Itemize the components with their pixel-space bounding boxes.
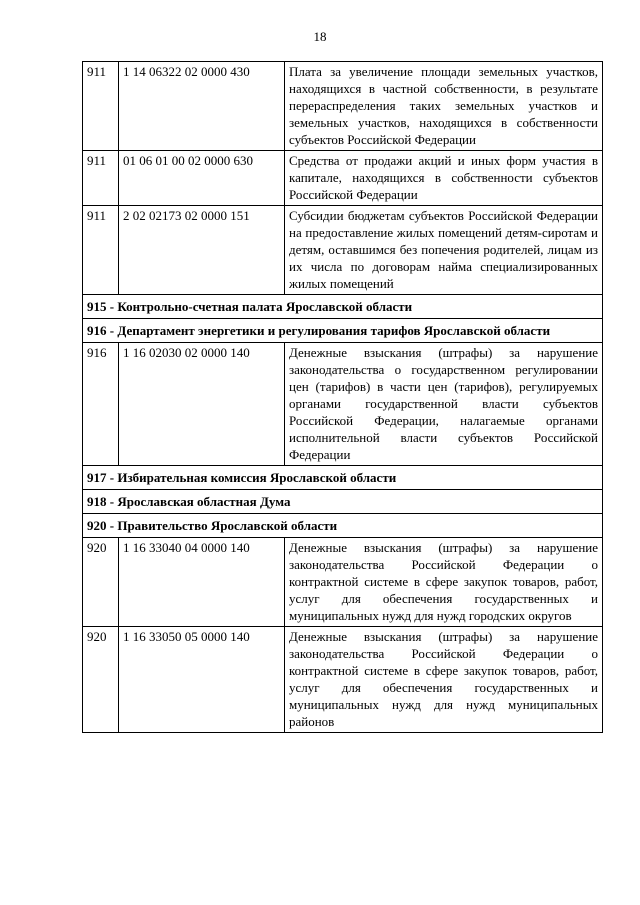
admin-code-cell: 920 xyxy=(83,538,119,627)
admin-code-cell: 916 xyxy=(83,343,119,466)
administrator-code: 915 xyxy=(87,299,107,314)
administrator-header-cell xyxy=(83,466,603,490)
budget-code-cell: 1 16 02030 02 0000 140 xyxy=(119,343,285,466)
header-separator: - xyxy=(106,470,118,485)
header-separator: - xyxy=(106,299,118,314)
admin-code-cell: 911 xyxy=(83,62,119,151)
administrator-header-cell xyxy=(83,514,603,538)
table-row xyxy=(83,151,603,206)
administrator-name: Департамент энергетики и регулирования тарифов Ярославской области xyxy=(117,323,551,338)
header-separator: - xyxy=(106,494,118,509)
table-row xyxy=(83,538,603,627)
admin-code-cell: 911 xyxy=(83,206,119,295)
administrator-header-row xyxy=(83,490,603,514)
budget-code-cell: 1 14 06322 02 0000 430 xyxy=(119,62,285,151)
table-row xyxy=(83,206,603,295)
administrator-name: Избирательная комиссия Ярославской области xyxy=(117,470,397,485)
administrator-code: 917 xyxy=(87,470,107,485)
administrator-header-cell xyxy=(83,319,603,343)
table-row xyxy=(83,62,603,151)
administrator-name: Правительство Ярославской области xyxy=(117,518,338,533)
admin-code-cell: 911 xyxy=(83,151,119,206)
table-body xyxy=(83,62,603,733)
administrator-name: Ярославская областная Дума xyxy=(117,494,291,509)
header-separator: - xyxy=(106,518,118,533)
income-name-cell: Денежные взыскания (штрафы) за нарушение законодательства Российской Федерации о контрактной системе в сфере закупок товаров, работ, услуг для обеспечения государственных и муниципальных нужд для нужд городских округов xyxy=(285,538,603,627)
administrator-header-row xyxy=(83,319,603,343)
administrator-header-row xyxy=(83,514,603,538)
budget-code-cell: 1 16 33040 04 0000 140 xyxy=(119,538,285,627)
administrator-header-cell xyxy=(83,490,603,514)
budget-code-cell: 1 16 33050 05 0000 140 xyxy=(119,627,285,733)
administrator-header-row xyxy=(83,466,603,490)
administrator-header-cell xyxy=(83,295,603,319)
table-row xyxy=(83,343,603,466)
administrator-code: 918 xyxy=(87,494,107,509)
income-name-cell: Плата за увеличение площади земельных участков, находящихся в частной собственности, в результате перераспределения таких земельных участков и земельных участков, находящихся в собственности субъектов Российской Федерации xyxy=(285,62,603,151)
table-row xyxy=(83,627,603,733)
income-name-cell: Денежные взыскания (штрафы) за нарушение законодательства о государственном регулировании цен (тарифов) в части цен (тарифов), регулируемых органами государственной власти субъектов Российской Федерации, налагаемые органами исполнительной власти субъектов Российской Федерации xyxy=(285,343,603,466)
admin-code-cell: 920 xyxy=(83,627,119,733)
income-name-cell: Субсидии бюджетам субъектов Российской Федерации на предоставление жилых помещений детям-сиротам и детям, оставшимся без попечения родителей, лицам из их числа по договорам найма специализированных жилых помещений xyxy=(285,206,603,295)
income-name-cell: Средства от продажи акций и иных форм участия в капитале, находящихся в собственности субъектов Российской Федерации xyxy=(285,151,603,206)
administrator-name: Контрольно-счетная палата Ярославской области xyxy=(117,299,413,314)
revenue-administrators-table xyxy=(82,61,603,733)
administrator-code: 920 xyxy=(87,518,107,533)
budget-code-cell: 01 06 01 00 02 0000 630 xyxy=(119,151,285,206)
income-name-cell: Денежные взыскания (штрафы) за нарушение законодательства Российской Федерации о контрактной системе в сфере закупок товаров, работ, услуг для обеспечения государственных и муниципальных нужд для нужд муниципальных районов xyxy=(285,627,603,733)
page-number: 18 xyxy=(313,29,327,44)
header-separator: - xyxy=(106,323,118,338)
budget-code-cell: 2 02 02173 02 0000 151 xyxy=(119,206,285,295)
administrator-code: 916 xyxy=(87,323,107,338)
administrator-header-row xyxy=(83,295,603,319)
